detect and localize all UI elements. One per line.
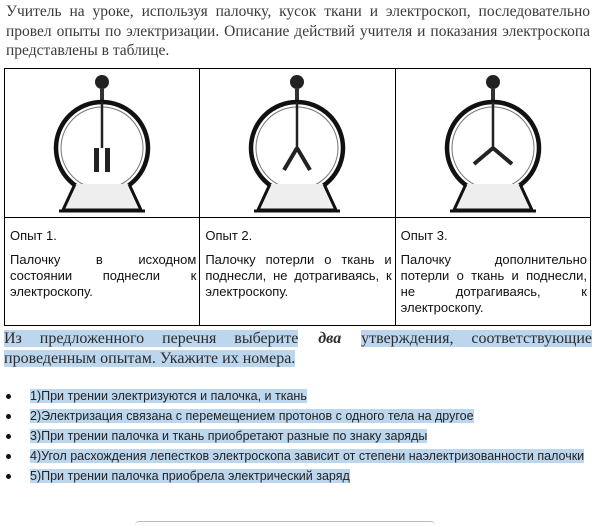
intro-paragraph: Учитель на уроке, используя палочку, кусок ткани и электроскоп, последовательно провел опыты по электризации. Описание действий учителя и показания электроскопа представлены в таблице. — [6, 3, 590, 59]
list-item — [0, 406, 596, 426]
electroscope-cell-1 — [5, 69, 200, 218]
experiment-2-cell — [200, 218, 395, 326]
pictures-row — [5, 69, 591, 218]
experiments-table — [4, 68, 591, 326]
question-text — [4, 329, 592, 369]
bullet-icon — [6, 454, 11, 459]
electroscope-cell-2 — [200, 69, 395, 218]
electroscope-large-spread-image — [428, 72, 558, 216]
experiment-3-title: Опыт 3. — [400, 228, 448, 243]
list-item — [0, 466, 596, 486]
experiment-1-text: Палочку в исходном состоянии поднесли к электроскопу. — [10, 252, 197, 299]
bottom-divider — [135, 521, 435, 526]
option-2-text: 2)Электризация связана с перемещением протонов с одного тела на другое — [30, 409, 474, 423]
option-5-text: 5)При трении палочка приобрела электрический заряд — [30, 469, 350, 483]
bullet-icon — [6, 434, 11, 439]
option-1-text: 1)При трении электризуются и палочка, и ткань — [30, 389, 307, 403]
answer-options-list — [0, 386, 596, 486]
list-item — [0, 386, 596, 406]
experiment-1-title: Опыт 1. — [10, 228, 57, 243]
bullet-icon — [6, 474, 11, 479]
list-item — [0, 446, 596, 466]
option-4-text: 4)Угол расхождения лепестков электроскопа зависит от степени наэлектризованности палочки — [30, 449, 585, 463]
electroscope-small-spread-image — [232, 72, 362, 216]
option-3-text: 3)При трении палочка и ткань приобретают разные по знаку заряды — [30, 429, 428, 443]
experiment-2-text: Палочку потерли о ткань и поднесли, не дотрагиваясь, к электроскопу. — [205, 252, 392, 299]
list-item — [0, 426, 596, 446]
electroscope-closed-image — [37, 72, 167, 216]
experiment-3-text: Палочку дополнительно потерли о ткань и поднесли, не дотрагиваясь, к электроскопу. — [400, 252, 587, 315]
question-emphasis: два — [318, 330, 342, 347]
descriptions-row — [5, 218, 591, 326]
experiment-3-cell — [395, 218, 590, 326]
experiment-1-cell — [5, 218, 200, 326]
experiment-2-title: Опыт 2. — [205, 228, 253, 243]
bullet-icon — [6, 394, 11, 399]
electroscope-cell-3 — [395, 69, 590, 218]
question-after: утверждения, соответствующие проведенным опытам. Укажите их номера. — [4, 330, 593, 367]
question-before: Из предложенного перечня выберите — [4, 330, 299, 347]
bullet-icon — [6, 414, 11, 419]
